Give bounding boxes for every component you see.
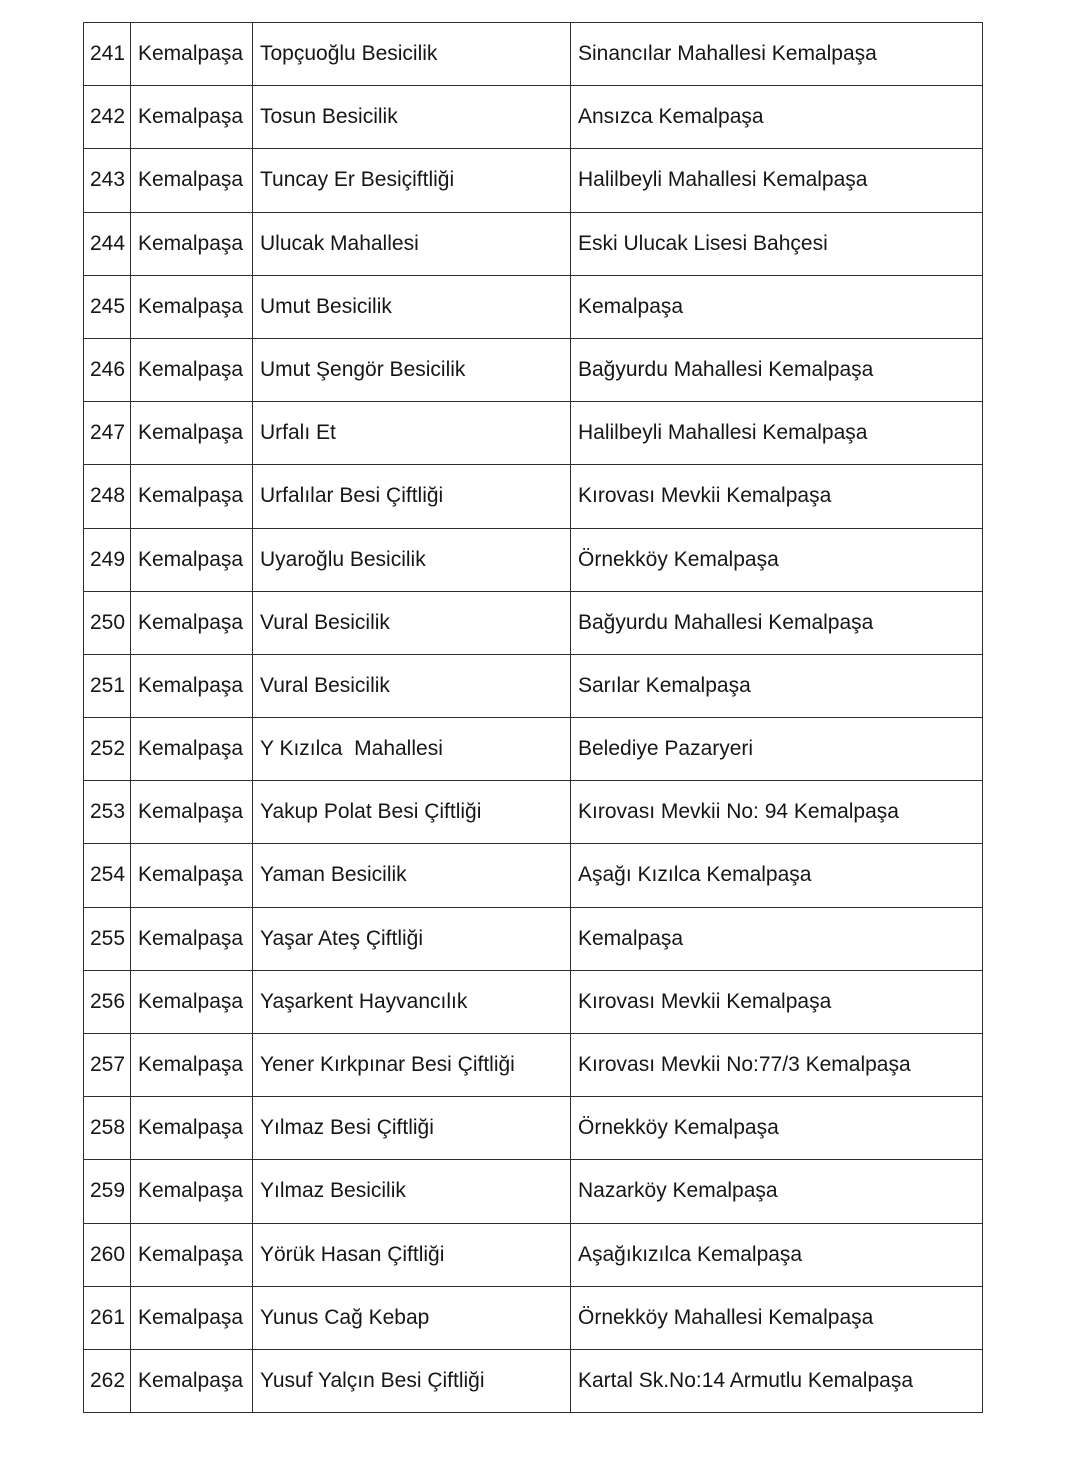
table-row <box>84 1286 983 1349</box>
cell-address: Kemalpaşa <box>571 907 983 970</box>
table-row <box>84 654 983 717</box>
cell-district: Kemalpaşa <box>131 1097 253 1160</box>
cell-row-number: 244 <box>84 212 131 275</box>
table-body <box>84 23 983 1413</box>
cell-row-number: 252 <box>84 718 131 781</box>
cell-address: Belediye Pazaryeri <box>571 718 983 781</box>
cell-row-number: 254 <box>84 844 131 907</box>
cell-row-number: 247 <box>84 402 131 465</box>
cell-business-name: Yener Kırkpınar Besi Çiftliği <box>253 1034 571 1097</box>
cell-business-name: Tuncay Er Besiçiftliği <box>253 149 571 212</box>
cell-row-number: 260 <box>84 1223 131 1286</box>
business-list-table <box>83 22 983 1413</box>
cell-address: Kemalpaşa <box>571 275 983 338</box>
cell-row-number: 242 <box>84 86 131 149</box>
cell-district: Kemalpaşa <box>131 1349 253 1412</box>
table-row <box>84 591 983 654</box>
cell-address: Bağyurdu Mahallesi Kemalpaşa <box>571 591 983 654</box>
table-row <box>84 23 983 86</box>
cell-address: Kırovası Mevkii No: 94 Kemalpaşa <box>571 781 983 844</box>
cell-row-number: 262 <box>84 1349 131 1412</box>
cell-business-name: Ulucak Mahallesi <box>253 212 571 275</box>
cell-row-number: 255 <box>84 907 131 970</box>
cell-district: Kemalpaşa <box>131 212 253 275</box>
cell-row-number: 253 <box>84 781 131 844</box>
table-row <box>84 465 983 528</box>
cell-district: Kemalpaşa <box>131 718 253 781</box>
table-row <box>84 1349 983 1412</box>
cell-row-number: 241 <box>84 23 131 86</box>
cell-business-name: Uyaroğlu Besicilik <box>253 528 571 591</box>
table-row <box>84 338 983 401</box>
cell-district: Kemalpaşa <box>131 528 253 591</box>
cell-address: Örnekköy Kemalpaşa <box>571 1097 983 1160</box>
cell-business-name: Yılmaz Besi Çiftliği <box>253 1097 571 1160</box>
cell-business-name: Vural Besicilik <box>253 654 571 717</box>
table-row <box>84 1160 983 1223</box>
cell-address: Kırovası Mevkii No:77/3 Kemalpaşa <box>571 1034 983 1097</box>
table-row <box>84 844 983 907</box>
table-row <box>84 1034 983 1097</box>
cell-district: Kemalpaşa <box>131 149 253 212</box>
table-row <box>84 528 983 591</box>
cell-address: Sinancılar Mahallesi Kemalpaşa <box>571 23 983 86</box>
cell-district: Kemalpaşa <box>131 781 253 844</box>
table-row <box>84 149 983 212</box>
cell-business-name: Umut Şengör Besicilik <box>253 338 571 401</box>
cell-district: Kemalpaşa <box>131 844 253 907</box>
cell-address: Aşağıkızılca Kemalpaşa <box>571 1223 983 1286</box>
cell-row-number: 243 <box>84 149 131 212</box>
table-row <box>84 907 983 970</box>
cell-district: Kemalpaşa <box>131 1223 253 1286</box>
cell-business-name: Urfalı Et <box>253 402 571 465</box>
table-row <box>84 781 983 844</box>
table-row <box>84 1097 983 1160</box>
cell-row-number: 249 <box>84 528 131 591</box>
cell-business-name: Tosun Besicilik <box>253 86 571 149</box>
cell-address: Örnekköy Mahallesi Kemalpaşa <box>571 1286 983 1349</box>
cell-address: Örnekköy Kemalpaşa <box>571 528 983 591</box>
cell-address: Eski Ulucak Lisesi Bahçesi <box>571 212 983 275</box>
cell-district: Kemalpaşa <box>131 23 253 86</box>
cell-business-name: Yunus Cağ Kebap <box>253 1286 571 1349</box>
cell-district: Kemalpaşa <box>131 591 253 654</box>
cell-address: Halilbeyli Mahallesi Kemalpaşa <box>571 149 983 212</box>
cell-address: Kırovası Mevkii Kemalpaşa <box>571 970 983 1033</box>
cell-row-number: 251 <box>84 654 131 717</box>
cell-district: Kemalpaşa <box>131 654 253 717</box>
table-row <box>84 275 983 338</box>
cell-district: Kemalpaşa <box>131 1160 253 1223</box>
cell-business-name: Yakup Polat Besi Çiftliği <box>253 781 571 844</box>
table-row <box>84 718 983 781</box>
cell-row-number: 261 <box>84 1286 131 1349</box>
cell-row-number: 246 <box>84 338 131 401</box>
cell-district: Kemalpaşa <box>131 970 253 1033</box>
table-row <box>84 212 983 275</box>
cell-address: Ansızca Kemalpaşa <box>571 86 983 149</box>
cell-district: Kemalpaşa <box>131 338 253 401</box>
cell-business-name: Yaman Besicilik <box>253 844 571 907</box>
cell-row-number: 257 <box>84 1034 131 1097</box>
cell-row-number: 250 <box>84 591 131 654</box>
table-row <box>84 1223 983 1286</box>
cell-address: Kartal Sk.No:14 Armutlu Kemalpaşa <box>571 1349 983 1412</box>
cell-address: Aşağı Kızılca Kemalpaşa <box>571 844 983 907</box>
cell-address: Nazarköy Kemalpaşa <box>571 1160 983 1223</box>
cell-business-name: Urfalılar Besi Çiftliği <box>253 465 571 528</box>
cell-district: Kemalpaşa <box>131 1034 253 1097</box>
cell-district: Kemalpaşa <box>131 465 253 528</box>
cell-address: Kırovası Mevkii Kemalpaşa <box>571 465 983 528</box>
cell-row-number: 248 <box>84 465 131 528</box>
cell-address: Bağyurdu Mahallesi Kemalpaşa <box>571 338 983 401</box>
cell-business-name: Umut Besicilik <box>253 275 571 338</box>
cell-address: Halilbeyli Mahallesi Kemalpaşa <box>571 402 983 465</box>
cell-business-name: Yaşarkent Hayvancılık <box>253 970 571 1033</box>
cell-business-name: Yörük Hasan Çiftliği <box>253 1223 571 1286</box>
cell-district: Kemalpaşa <box>131 402 253 465</box>
table-row <box>84 86 983 149</box>
cell-business-name: Yusuf Yalçın Besi Çiftliği <box>253 1349 571 1412</box>
table-row <box>84 970 983 1033</box>
cell-address: Sarılar Kemalpaşa <box>571 654 983 717</box>
cell-business-name: Topçuoğlu Besicilik <box>253 23 571 86</box>
cell-district: Kemalpaşa <box>131 275 253 338</box>
cell-business-name: Y Kızılca Mahallesi <box>253 718 571 781</box>
cell-district: Kemalpaşa <box>131 907 253 970</box>
cell-business-name: Yaşar Ateş Çiftliği <box>253 907 571 970</box>
cell-district: Kemalpaşa <box>131 86 253 149</box>
cell-row-number: 259 <box>84 1160 131 1223</box>
table-row <box>84 402 983 465</box>
cell-business-name: Vural Besicilik <box>253 591 571 654</box>
cell-row-number: 258 <box>84 1097 131 1160</box>
cell-row-number: 256 <box>84 970 131 1033</box>
cell-district: Kemalpaşa <box>131 1286 253 1349</box>
cell-row-number: 245 <box>84 275 131 338</box>
cell-business-name: Yılmaz Besicilik <box>253 1160 571 1223</box>
